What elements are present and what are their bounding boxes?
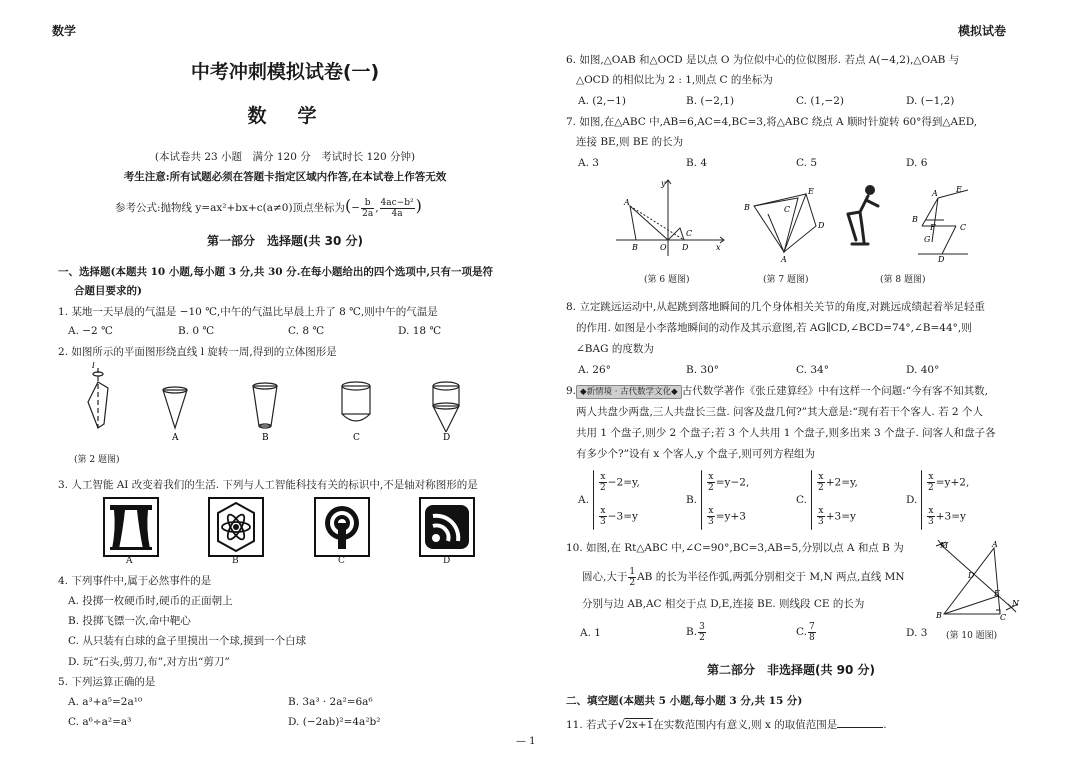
q2-label-c: C (353, 433, 360, 443)
part1-heading: 第一部分 选择题(共 30 分) (206, 234, 364, 248)
q7-point-a: A (781, 255, 787, 264)
q9-option-b-label: B. (686, 494, 698, 506)
q3-label-a: A (126, 556, 133, 566)
q6-option-d: D. (−1,2) (906, 95, 955, 107)
q3-icon-b (208, 497, 264, 557)
q8-stem-line1: 8. 立定跳远运动中,从起跳到落地瞬间的几个身体相关关节的角度,对跳远成绩起着举足轻重 (566, 301, 986, 313)
q10-point-m: M (940, 541, 949, 550)
q1-option-d: D. 18 ℃ (398, 325, 442, 337)
q6-axis-y: y (661, 179, 666, 188)
q3-icon-c (314, 497, 370, 557)
q8-point-b: B (912, 215, 918, 224)
q3-icon-d (419, 497, 475, 557)
q9-stem-line1: 9. ◆新情境 · 古代数学文化◆ 古代数学著作《张丘建算经》中有这样一个问题:“今有客不知其数, (566, 385, 988, 397)
q3-icon-a (103, 497, 159, 557)
q2-caption: (第 2 题图) (74, 455, 120, 465)
q8-option-b: B. 30° (686, 364, 720, 376)
q9-option-d-label: D. (906, 494, 918, 506)
q3-label-d: D (443, 556, 451, 566)
q6-stem-line1: 6. 如图,△OAB 和△OCD 是以点 O 为位似中心的位似图形. 若点 A(−4,2),△OAB 与 (566, 54, 960, 66)
subject-title: 数 学 (247, 105, 323, 127)
q7-option-a: A. 3 (578, 157, 599, 169)
q1-option-b: B. 0 ℃ (178, 325, 215, 337)
q2-label-b: B (262, 433, 269, 443)
q10-point-b: B (936, 611, 942, 620)
q2-figure (60, 362, 480, 444)
q9-option-c-label: C. (796, 494, 807, 506)
q8-point-c: C (960, 223, 967, 232)
q9-option-d-brace (921, 470, 922, 530)
q1-option-a: A. −2 ℃ (68, 325, 113, 337)
q10-figure (930, 538, 1030, 620)
q11-answer-blank (837, 727, 883, 728)
exam-info: (本试卷共 23 小题 满分 120 分 考试时长 120 分钟) (154, 151, 416, 163)
q8-stem-line3: ∠BAG 的度数为 (576, 343, 654, 355)
header-exam-type: 模拟试卷 (958, 24, 1007, 38)
q10-point-c: C (1000, 613, 1007, 620)
q8-point-f: F (930, 223, 936, 232)
q6-axis-x: x (716, 243, 721, 252)
q1-option-c: C. 8 ℃ (288, 325, 325, 337)
q10-option-b: B. $\frac{3}{2}$ (686, 621, 705, 643)
q6-point-a: A (624, 198, 630, 207)
q9-option-a-eq2: $\frac{x}{3}$ −3=y (600, 506, 638, 527)
rss-feed-icon (421, 499, 473, 555)
q10-point-d: D (968, 571, 975, 580)
q6-point-c: C (686, 229, 693, 238)
q8-stem-line2: 的作用. 如图是小李落地瞬间的动作及其示意图,若 AG∥CD,∠BCD=74°,∠B=44°,则 (576, 322, 972, 334)
q8-caption: (第 8 题图) (880, 275, 926, 285)
q7-stem-line1: 7. 如图,在△ABC 中,AB=6,AC=4,BC=3,将△ABC 绕点 A 顺时针旋转 60°得到△AED, (566, 116, 978, 128)
q9-option-b-brace (701, 470, 702, 530)
q4-option-b: B. 投掷飞镖一次,命中靶心 (68, 615, 191, 627)
q7-point-c: C (784, 205, 791, 214)
exam-title: 中考冲刺模拟试卷(一) (190, 61, 380, 83)
q9-option-d-eq2: $\frac{x}{3}$ +3=y (928, 506, 966, 527)
q8-point-a: A (932, 189, 938, 198)
q10-option-c: C. $\frac{7}{8}$ (796, 621, 815, 643)
q1-stem: 1. 某地一天早晨的气温是 −10 ℃,中午的气温比早晨上升了 8 ℃,则中午的气温是 (58, 306, 438, 318)
q6-point-b: B (632, 243, 638, 252)
q2-shape-a (163, 390, 187, 428)
q11-stem: 11. 若式子√2x+1在实数范围内有意义,则 x 的取值范围是 . (566, 717, 887, 731)
signal-antenna-icon (316, 499, 368, 555)
q2-label-d: D (443, 433, 451, 443)
q9-option-c-brace (811, 470, 812, 530)
q9-option-c-eq2: $\frac{x}{3}$ +3=y (818, 506, 856, 527)
q8-option-d: D. 40° (906, 364, 940, 376)
q4-option-c: C. 从只装有白球的盒子里摸出一个球,摸到一个白球 (68, 635, 307, 647)
q7-figure (740, 184, 840, 268)
q7-option-c: C. 5 (796, 157, 818, 169)
q4-option-a: A. 投掷一枚硬币时,硬币的正面朝上 (68, 595, 233, 607)
q9-context-tag: ◆新情境 · 古代数学文化◆ (576, 385, 682, 399)
section2-heading: 二、填空题(本题共 5 小题,每小题 3 分,共 15 分) (566, 695, 803, 707)
q2-label-a: A (172, 433, 179, 443)
section1-heading: 一、选择题(本题共 10 小题,每小题 3 分,共 30 分.在每小题给出的四个选项中,只有一项是符 (58, 266, 494, 278)
q6-stem-line2: △OCD 的相似比为 2 : 1,则点 C 的坐标为 (576, 74, 773, 86)
q8-point-d: D (938, 255, 945, 264)
q8-diagram-figure (908, 182, 978, 266)
q2-axis-label: l (92, 362, 95, 371)
q4-option-d: D. 玩“石头,剪刀,布”,对方出“剪刀” (68, 656, 230, 668)
q10-caption: (第 10 题图) (946, 631, 998, 641)
q8-point-g: G (924, 235, 931, 244)
q9-option-a-brace (593, 470, 594, 530)
q7-stem-line2: 连接 BE,则 BE 的长为 (576, 136, 684, 148)
q10-stem-line3: 分别与边 AB,AC 相交于点 D,E,连接 BE. 则线段 CE 的长为 (582, 598, 865, 610)
exam-notice: 考生注意:所有试题必须在答题卡指定区域内作答,在本试卷上作答无效 (123, 171, 447, 183)
q10-point-e: E (994, 589, 1000, 598)
q5-option-a: A. a³+a⁵=2a¹⁰ (68, 696, 143, 708)
q9-stem-line3: 共用 1 个盘子,则少 2 个盘子;若 3 个人共用 1 个盘子,则多出来 3 个盘子. 问客人和盘子各 (576, 427, 996, 439)
q4-stem: 4. 下列事件中,属于必然事件的是 (58, 575, 212, 587)
q8-point-e: E (956, 185, 962, 194)
q6-point-o: O (660, 243, 667, 252)
q8-option-c: C. 34° (796, 364, 829, 376)
q9-option-b-eq1: $\frac{x}{2}$ =y−2, (708, 472, 750, 493)
q5-stem: 5. 下列运算正确的是 (58, 676, 156, 688)
q2-stem: 2. 如图所示的平面图形绕直线 l 旋转一周,得到的立体图形是 (58, 346, 337, 358)
q11-radicand: 2x+1 (625, 719, 654, 731)
q10-option-a: A. 1 (580, 627, 601, 639)
q6-option-a: A. (2,−1) (578, 95, 626, 107)
q3-label-c: C (338, 556, 345, 566)
q6-figure (612, 176, 732, 260)
q9-option-a-eq1: $\frac{x}{2}$ −2=y, (600, 472, 640, 493)
q9-option-a-label: A. (578, 494, 589, 506)
q10-option-d: D. 3 (906, 627, 928, 639)
q7-point-b: B (744, 203, 750, 212)
q8-jumper-figure (838, 182, 886, 252)
q10-point-n: N (1012, 599, 1019, 608)
q7-point-d: D (818, 221, 825, 230)
q6-option-b: B. (−2,1) (686, 95, 735, 107)
page-number: — 1 (516, 736, 536, 747)
q3-stem: 3. 人工智能 AI 改变着我们的生活. 下列与人工智能科技有关的标识中,不是轴对称图形的是 (58, 479, 478, 491)
atom-icon (210, 499, 262, 555)
theater-curtain-icon (105, 499, 157, 555)
q10-stem-line1: 10. 如图,在 Rt△ABC 中,∠C=90°,BC=3,AB=5,分别以点 A 和点 B 为 (566, 542, 904, 554)
q6-point-d: D (682, 243, 689, 252)
reference-formula: 参考公式:抛物线 y=ax²+bx+c(a≠0)顶点坐标为(− $\frac{b}{2a}$ , $\frac{\text{4ac−b²}}{4a}$ ) (115, 196, 422, 219)
q9-option-b-eq2: $\frac{x}{3}$ =y+3 (708, 506, 746, 527)
q9-stem-line4: 有多少个?”设有 x 个客人,y 个盘子,则可列方程组为 (576, 448, 816, 460)
q10-stem-line2: 圆心,大于 $\frac{1}{2}$ AB 的长为半径作弧,两弧分别相交于 M,N 两点,直线 MN (582, 566, 905, 588)
q3-label-b: B (232, 556, 239, 566)
q5-option-c: C. a⁶÷a²=a³ (68, 716, 132, 728)
q8-option-a: A. 26° (578, 364, 611, 376)
q2-shape-b (253, 386, 277, 426)
q9-stem-line2: 两人共盘少两盘,三人共盘长三盘. 问客及盘几何?”其大意是:“现有若干个客人. 若 2 个人 (576, 406, 983, 418)
q6-option-c: C. (1,−2) (796, 95, 845, 107)
q7-point-e: E (808, 187, 814, 196)
section1-heading-line2: 合题目要求的) (74, 285, 142, 297)
q7-option-b: B. 4 (686, 157, 708, 169)
q10-point-a: A (992, 540, 998, 549)
q5-option-b: B. 3a³ · 2a²=6a⁶ (288, 696, 373, 708)
q7-option-d: D. 6 (906, 157, 928, 169)
q9-option-d-eq1: $\frac{x}{2}$ =y+2, (928, 472, 970, 493)
part2-heading: 第二部分 非选择题(共 90 分) (706, 663, 876, 677)
header-subject: 数学 (52, 24, 77, 38)
q6-caption: (第 6 题图) (644, 275, 690, 285)
q7-caption: (第 7 题图) (763, 275, 809, 285)
q9-option-c-eq1: $\frac{x}{2}$ +2=y, (818, 472, 858, 493)
q5-option-d: D. (−2ab)²=4a²b² (288, 716, 381, 728)
